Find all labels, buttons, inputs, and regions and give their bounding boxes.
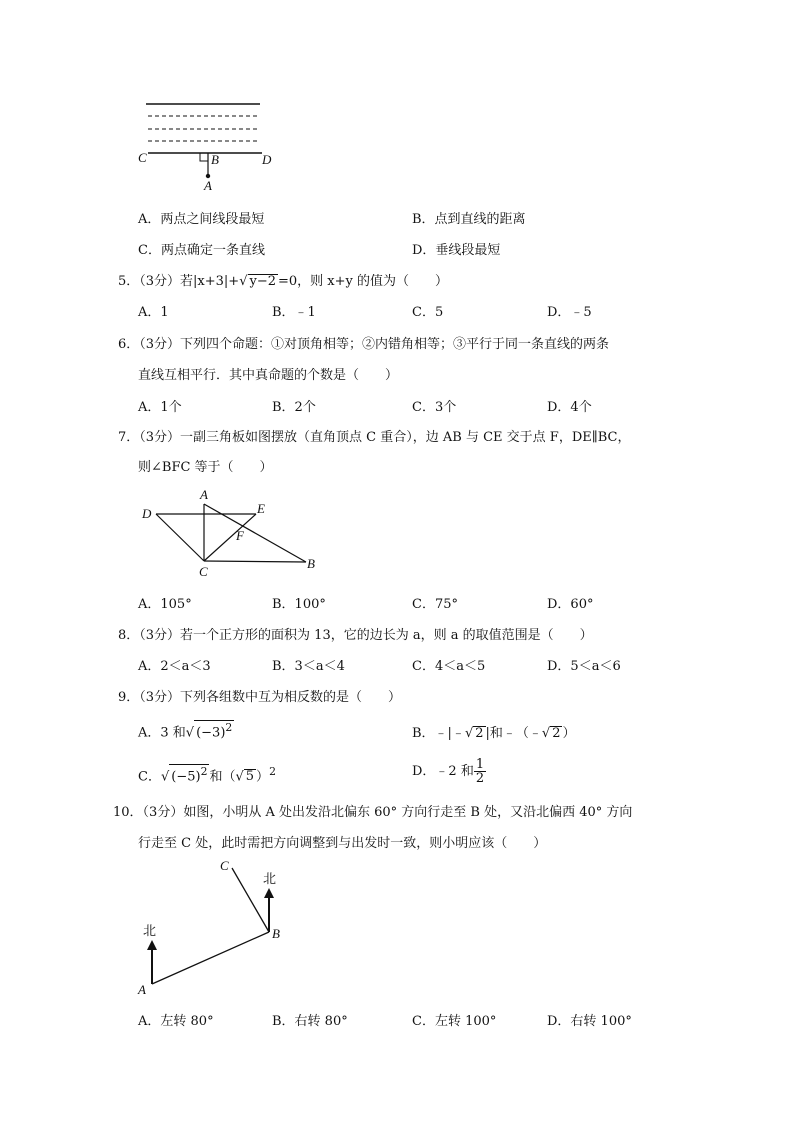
q5-prefix: 5．（3分）若|x+3|+ [118, 274, 240, 289]
q7-stem-line2: 则∠BFC 等于（ ） [138, 460, 273, 475]
q10-north-arrowhead-a [147, 940, 157, 950]
q9b-sqrt-sign-2: √ [541, 726, 551, 741]
q9c-sqrt-sign-2: √ [235, 769, 244, 785]
q6-option-b[interactable]: B．2个 [272, 400, 316, 415]
q9d-fraction [474, 758, 486, 785]
q8-option-c[interactable]: C．4＜a＜5 [412, 659, 486, 674]
q9-option-d[interactable] [412, 758, 486, 785]
q10-option-d[interactable]: D．右转 100° [547, 1014, 632, 1029]
q9b-radicand-1: 2 [475, 726, 484, 741]
q10-option-a[interactable]: A．左转 80° [138, 1014, 214, 1029]
q10-north-arrowhead-b [264, 888, 274, 898]
q9-option-a[interactable] [138, 720, 234, 740]
q9a-sqrt-sign: √ [185, 725, 195, 741]
q9c-radicand-text: (−5) [171, 769, 201, 785]
q9b-end: ） [562, 726, 576, 741]
q5-option-d[interactable]: D．﹣5 [547, 305, 592, 320]
q10-north-label-b: 北 [263, 872, 277, 887]
q4-right-angle-mark [200, 153, 208, 161]
q4-label-d: D [262, 152, 272, 167]
q9b-radicand-2: 2 [552, 726, 561, 741]
q9c-exp: 2 [200, 765, 208, 778]
q4-option-d[interactable]: D．垂线段最短 [412, 243, 501, 258]
q9c-end: ） [256, 769, 270, 785]
q5-option-c[interactable]: C．5 [412, 305, 444, 320]
q5-stem [118, 270, 448, 289]
q4-option-a[interactable]: A．两点之间线段最短 [138, 212, 265, 227]
q10-figure [134, 856, 294, 998]
q7-label-a: A [200, 487, 208, 502]
q9-option-b[interactable] [412, 722, 576, 741]
q7-option-d[interactable]: D．60° [547, 597, 594, 612]
q8-stem: 8．（3分）若一个正方形的面积为 13，它的边长为 a，则 a 的取值范围是（ ） [118, 628, 593, 643]
q9a-prefix: A．3 和 [138, 725, 186, 741]
q7-label-c: C [199, 564, 208, 579]
q9a-exp: 2 [225, 721, 233, 734]
q6-stem-line1: 6．（3分）下列四个命题：①对顶角相等；②内错角相等；③平行于同一条直线的两条 [118, 337, 610, 352]
q5-suffix: =0，则 x+y 的值为（ ） [278, 274, 449, 289]
q9c-mid: 和（ [209, 769, 236, 785]
q10-option-c[interactable]: C．左转 100° [412, 1014, 497, 1029]
q9c-radicand-2: 5 [245, 769, 255, 785]
q5-option-a[interactable]: A．1 [138, 305, 169, 320]
q5-radicand: y−2 [249, 274, 277, 289]
q7-label-f: F [236, 528, 244, 543]
q7-option-b[interactable]: B．100° [272, 597, 326, 612]
q5-sqrt-sign: √ [239, 274, 248, 289]
q7-line-cb [204, 561, 306, 562]
q9a-radicand-text: (−3) [196, 725, 226, 741]
q9d-denominator: 2 [475, 771, 485, 786]
q6-option-c[interactable]: C．3个 [412, 400, 457, 415]
q7-figure [136, 484, 326, 580]
q9a-radicand [194, 720, 234, 740]
q4-figure [136, 96, 276, 192]
q4-label-b: B [211, 152, 219, 167]
q6-stem-line2: 直线互相平行．其中真命题的个数是（ ） [138, 368, 399, 383]
q7-option-a[interactable]: A．105° [138, 597, 192, 612]
q9c-radicand [169, 764, 209, 784]
q7-label-b: B [307, 556, 315, 571]
q7-stem-line1: 7．（3分）一副三角板如图摆放（直角顶点 C 重合），边 AB 与 CE 交于点 F，DE∥BC， [118, 430, 631, 445]
q9c-sqrt-sign: √ [160, 769, 170, 785]
q8-option-d[interactable]: D．5＜a＜6 [547, 659, 621, 674]
q6-option-a[interactable]: A．1个 [138, 400, 182, 415]
q10-label-c: C [220, 858, 229, 873]
q8-option-b[interactable]: B．3＜a＜4 [272, 659, 345, 674]
q4-label-a: A [204, 178, 212, 192]
q9c-prefix: C． [138, 769, 161, 785]
q6-option-d[interactable]: D．4个 [547, 400, 592, 415]
q9-option-c[interactable] [138, 764, 276, 784]
q10-line-ab [152, 932, 269, 984]
q7-line-ce [204, 514, 256, 561]
q9d-prefix: D．﹣2 和 [412, 764, 474, 779]
q10-label-b: B [272, 926, 280, 941]
q7-line-dc [156, 514, 204, 561]
q4-option-b[interactable]: B．点到直线的距离 [412, 212, 526, 227]
q10-stem-line2: 行走至 C 处，此时需把方向调整到与出发时一致，则小明应该（ ） [138, 836, 547, 851]
q10-stem-line1: 10．（3分）如图，小明从 A 处出发沿北偏东 60° 方向行走至 B 处，又沿北偏西 40° 方向 [113, 805, 633, 820]
q7-label-e: E [257, 501, 265, 516]
q4-option-c[interactable]: C．两点确定一条直线 [138, 243, 265, 258]
q9-stem: 9．（3分）下列各组数中互为相反数的是（ ） [118, 690, 402, 705]
q9c-exp-2: 2 [269, 765, 276, 778]
q5-option-b[interactable]: B．﹣1 [272, 305, 316, 320]
q7-line-ab [204, 504, 306, 562]
q10-north-label-a: 北 [143, 924, 157, 939]
q10-option-b[interactable]: B．右转 80° [272, 1014, 348, 1029]
q7-option-c[interactable]: C．75° [412, 597, 458, 612]
q7-label-d: D [142, 506, 152, 521]
q8-option-a[interactable]: A．2＜a＜3 [138, 659, 211, 674]
q10-label-a: A [138, 982, 146, 997]
q9d-numerator: 1 [475, 757, 485, 772]
q9b-mid: |和﹣（﹣ [485, 726, 542, 741]
q4-label-c: C [138, 150, 147, 165]
q9b-prefix: B．﹣|﹣ [412, 726, 465, 741]
q9b-sqrt-sign-1: √ [464, 726, 474, 741]
